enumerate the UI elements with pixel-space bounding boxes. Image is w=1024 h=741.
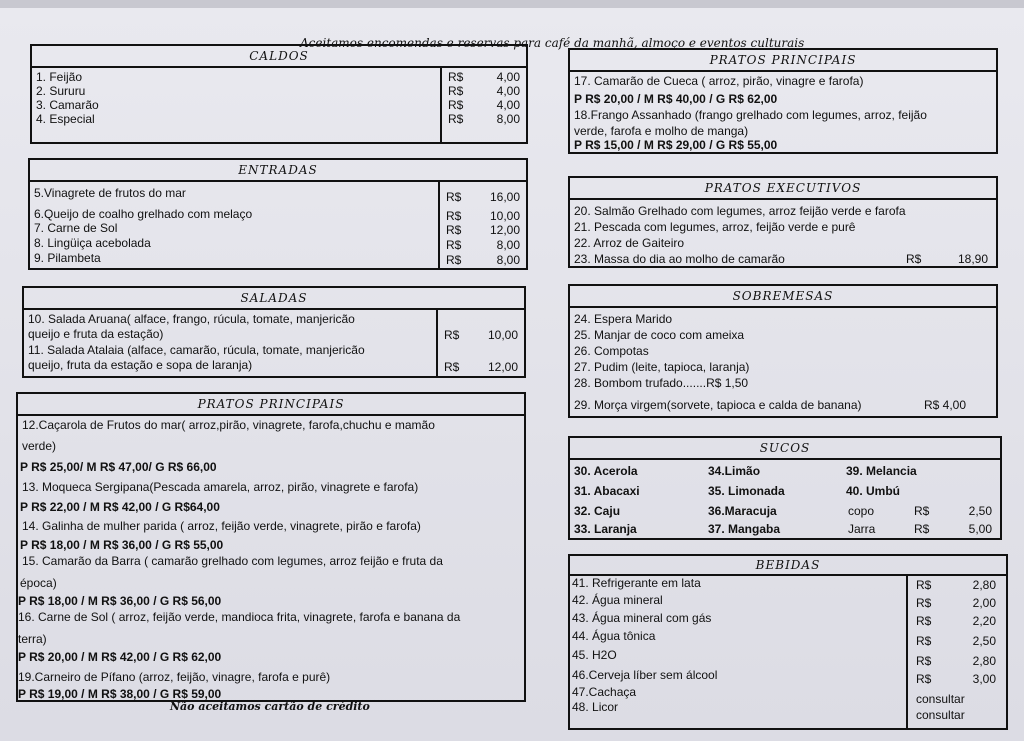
entradas-item: 5.Vinagrete de frutos do mar: [34, 186, 186, 200]
bebida-item: 42. Água mineral: [572, 593, 663, 607]
sobremesa-item: 24. Espera Marido: [574, 312, 673, 326]
saladas-item-line: 10. Salada Aruana( alface, frango, rúcula, tomate, manjericão: [28, 312, 355, 326]
currency-label: R$: [916, 596, 932, 610]
pratos-principais-right-section: [568, 48, 998, 154]
entradas-item: 6.Queijo de coalho grelhado com melaço: [34, 207, 253, 221]
caldos-section: [30, 44, 528, 144]
currency-label: R$: [444, 360, 460, 374]
caldos-item: 3. Camarão: [36, 98, 99, 112]
dish-line: verde, farofa e molho de manga): [574, 124, 749, 138]
price-value: 12,00: [489, 223, 520, 237]
price-value: 3,00: [972, 672, 996, 686]
bebida-item: 46.Cerveja líber sem álcool: [572, 668, 718, 682]
price-value: 5,00: [968, 522, 992, 536]
executivo-item: 20. Salmão Grelhado com legumes, arroz feijão verde e farofa: [574, 204, 906, 218]
entradas-title: ENTRADAS: [30, 160, 526, 182]
dish-price-line: P R$ 19,00 / M R$ 38,00 / G R$ 59,00: [18, 687, 222, 701]
suco-item: 39. Melancia: [846, 464, 917, 478]
currency-label: R$: [916, 654, 932, 668]
currency-label: R$: [448, 70, 464, 84]
saladas-item-line: queijo e fruta da estação): [28, 327, 164, 341]
price-value: 2,20: [972, 614, 996, 628]
dish-price-line: P R$ 15,00 / M R$ 29,00 / G R$ 55,00: [574, 138, 778, 152]
pratos-principais-title: PRATOS PRINCIPAIS: [570, 50, 996, 72]
currency-label: R$: [444, 328, 460, 342]
suco-item: 34.Limão: [708, 464, 761, 478]
entradas-item: 9. Pilambeta: [34, 251, 101, 265]
footer-note: Não aceitamos cartão de crédito: [170, 700, 370, 713]
caldos-item: 2. Sururu: [36, 84, 86, 98]
bebida-item: 44. Água tônica: [572, 629, 656, 643]
sobremesa-item: 25. Manjar de coco com ameixa: [574, 328, 745, 342]
dish-line: 12.Caçarola de Frutos do mar( arroz,pirão, vinagrete, farofa,chuchu e mamão: [22, 418, 435, 432]
price-value: 2,00: [972, 596, 996, 610]
currency-label: R$: [446, 253, 462, 267]
suco-item: 35. Limonada: [708, 484, 785, 498]
dish-price-line: P R$ 22,00 / M R$ 42,00 / G R$64,00: [20, 500, 220, 514]
pratos-principais-left-section: [16, 392, 526, 702]
price-value: 4,00: [496, 98, 520, 112]
price-value: 2,80: [972, 654, 996, 668]
dish-line: 15. Camarão da Barra ( camarão grelhado com legumes, arroz feijão e fruta da: [22, 554, 443, 568]
saladas-section: [22, 286, 526, 378]
bebidas-section: [568, 554, 1008, 730]
dish-price-line: P R$ 18,00 / M R$ 36,00 / G R$ 56,00: [18, 594, 222, 608]
dish-price-line: P R$ 20,00 / M R$ 42,00 / G R$ 62,00: [18, 650, 222, 664]
price-value: 2,80: [972, 578, 996, 592]
price-value: 8,00: [496, 112, 520, 126]
sobremesa-item: 29. Morça virgem(sorvete, tapioca e calda de banana): [574, 398, 862, 412]
price-value: consultar: [916, 708, 965, 722]
price-value: 18,90: [957, 252, 988, 266]
sucos-title: SUCOS: [570, 438, 1000, 460]
sobremesa-item: 26. Compotas: [574, 344, 649, 358]
suco-item: 40. Umbú: [846, 484, 901, 498]
currency-label: R$: [916, 634, 932, 648]
caldos-item: 4. Especial: [36, 112, 95, 126]
sobremesa-item: 27. Pudim (leite, tapioca, laranja): [574, 360, 750, 374]
suco-item: 36.Maracuja: [708, 504, 777, 518]
suco-item: 33. Laranja: [574, 522, 637, 536]
currency-label: R$: [446, 209, 462, 223]
currency-label: R$: [446, 238, 462, 252]
suco-item: 30. Acerola: [574, 464, 638, 478]
price-value: R$ 4,00: [923, 398, 966, 412]
suco-item: 37. Mangaba: [708, 522, 781, 536]
caldos-title: CALDOS: [32, 46, 526, 68]
currency-label: R$: [446, 190, 462, 204]
bebidas-title: BEBIDAS: [570, 556, 1006, 576]
price-value: 12,00: [487, 360, 518, 374]
price-value: 4,00: [496, 70, 520, 84]
dish-price-line: P R$ 25,00/ M R$ 47,00/ G R$ 66,00: [20, 460, 217, 474]
price-value: 4,00: [496, 84, 520, 98]
dish-line: terra): [18, 632, 47, 646]
executivo-item: 21. Pescada com legumes, arroz, feijão verde e purê: [574, 220, 856, 234]
size-label: copo: [848, 504, 875, 518]
suco-item: 32. Caju: [574, 504, 621, 518]
price-value: 2,50: [972, 634, 996, 648]
dish-line: 16. Carne de Sol ( arroz, feijão verde, mandioca frita, vinagrete, farofa e banana da: [18, 610, 461, 624]
currency-label: R$: [448, 98, 464, 112]
currency-label: R$: [916, 614, 932, 628]
header-note: Aceitamos encomendas e reservas para café da manhã, almoço e eventos culturais: [300, 36, 805, 50]
sobremesas-section: [568, 284, 998, 418]
price-value: 8,00: [496, 238, 520, 252]
currency-label: R$: [448, 112, 464, 126]
currency-label: R$: [446, 223, 462, 237]
bebida-item: 43. Água mineral com gás: [572, 611, 712, 625]
price-value: 2,50: [968, 504, 992, 518]
dish-line: verde): [22, 439, 57, 453]
executivo-item: 23. Massa do dia ao molho de camarão: [574, 252, 785, 266]
currency-label: R$: [914, 522, 930, 536]
currency-label: R$: [914, 504, 930, 518]
entradas-item: 7. Carne de Sol: [34, 221, 118, 235]
price-value: 8,00: [496, 253, 520, 267]
price-value: 16,00: [489, 190, 520, 204]
entradas-section: [28, 158, 528, 270]
pratos-executivos-title: PRATOS EXECUTIVOS: [570, 178, 996, 200]
sobremesas-title: SOBREMESAS: [570, 286, 996, 308]
dish-line: 19.Carneiro de Pífano (arroz, feijão, vinagre, farofa e purê): [18, 670, 331, 684]
dish-line: 13. Moqueca Sergipana(Pescada amarela, arroz, pirão, vinagrete e farofa): [22, 480, 419, 494]
dish-price-line: P R$ 18,00 / M R$ 36,00 / G R$ 55,00: [20, 538, 224, 552]
bebida-item: 45. H2O: [572, 648, 617, 662]
bebida-item: 41. Refrigerante em lata: [572, 576, 701, 590]
currency-label: R$: [916, 578, 932, 592]
currency-label: R$: [448, 84, 464, 98]
dish-line: 18.Frango Assanhado (frango grelhado com legumes, arroz, feijão: [574, 108, 927, 122]
executivo-item: 22. Arroz de Gaiteiro: [574, 236, 685, 250]
sobremesa-item: 28. Bombom trufado.......R$ 1,50: [574, 376, 749, 390]
bebida-item: 48. Licor: [572, 700, 619, 714]
caldos-item: 1. Feijão: [36, 70, 83, 84]
suco-item: 31. Abacaxi: [574, 484, 640, 498]
dish-line: 14. Galinha de mulher parida ( arroz, feijão verde, vinagrete, pirão e farofa): [22, 519, 421, 533]
currency-label: R$: [906, 252, 922, 266]
sucos-section: [568, 436, 1002, 540]
dish-line: 17. Camarão de Cueca ( arroz, pirão, vinagre e farofa): [574, 74, 864, 88]
price-value: 10,00: [487, 328, 518, 342]
saladas-item-line: queijo, fruta da estação e sopa de laranja): [28, 358, 253, 372]
currency-label: R$: [916, 672, 932, 686]
dish-price-line: P R$ 20,00 / M R$ 40,00 / G R$ 62,00: [574, 92, 778, 106]
price-value: consultar: [916, 692, 965, 706]
entradas-item: 8. Lingüiça acebolada: [34, 236, 151, 250]
saladas-item-line: 11. Salada Atalaia (alface, camarão, rúcula, tomate, manjericão: [28, 343, 365, 357]
dish-line: época): [20, 576, 57, 590]
size-label: Jarra: [848, 522, 876, 536]
price-value: 10,00: [489, 209, 520, 223]
pratos-executivos-section: [568, 176, 998, 268]
bebida-item: 47.Cachaça: [572, 685, 637, 699]
pratos-principais-title: PRATOS PRINCIPAIS: [18, 394, 524, 416]
saladas-title: SALADAS: [24, 288, 524, 310]
